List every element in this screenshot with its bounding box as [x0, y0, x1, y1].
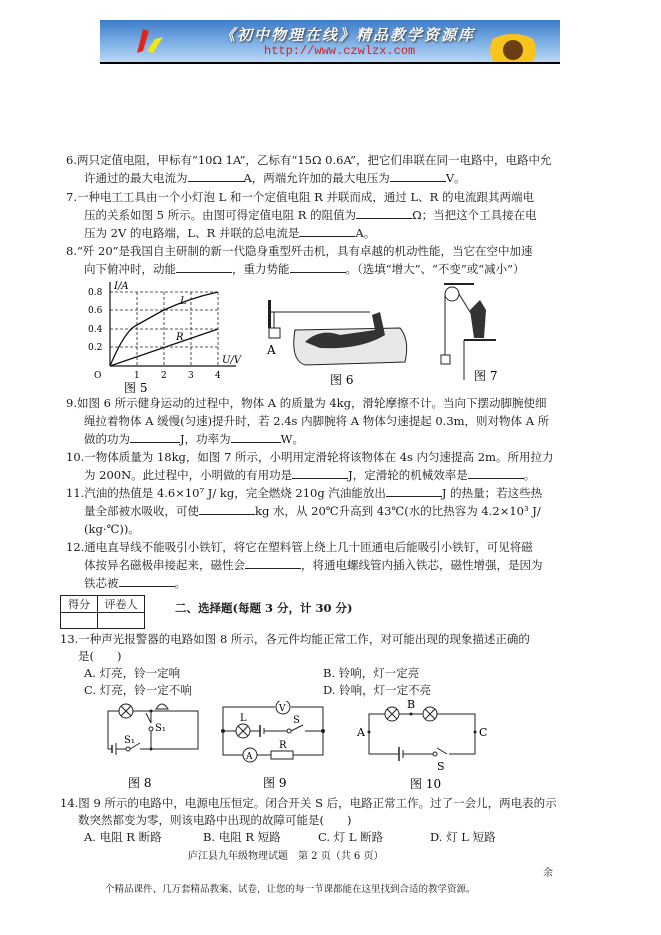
q9-text: 做的功为 — [84, 432, 130, 446]
q9-text: W。 — [280, 432, 304, 446]
weight-label: A — [267, 343, 276, 357]
figure-caption: 图 5 — [124, 381, 148, 395]
score-table — [60, 595, 145, 629]
q13-option-b[interactable]: B. 铃响，灯一定亮 — [323, 666, 420, 680]
q11-text: 量全部被水吸收，可使 — [84, 504, 199, 518]
q11-line2 — [84, 503, 541, 519]
q12-text: 体按异名磁极串接起来，磁性会 — [84, 558, 245, 572]
ammeter-label: A — [246, 752, 253, 762]
x-axis-label: U/V — [222, 355, 242, 366]
q10-text: 为 200N。此过程中，小明做的有用功是 — [84, 468, 293, 482]
site-logo — [133, 25, 167, 55]
q8-line1: 8.“歼 20”是我国自主研制的新一代隐身重型歼击机，具有卓越的机动性能，当它在空中加速 — [66, 244, 533, 258]
q7-text: A。 — [355, 226, 376, 240]
advert-text: 个精品课件、几万套精品教案、试卷，让您的每一节课都能在这里找到合适的教学资源。 — [105, 884, 476, 895]
q11-blank-mass[interactable] — [199, 503, 255, 515]
resistor-icon — [271, 751, 293, 759]
figure-5-graph — [80, 280, 260, 395]
voltmeter-label: V — [279, 704, 286, 714]
q14-option-a[interactable]: A. 电阻 R 断路 — [84, 830, 162, 844]
figure-7-pulley — [440, 280, 510, 385]
lamp-label: L — [240, 713, 247, 724]
header-banner — [100, 20, 560, 62]
q7-line2 — [84, 207, 537, 223]
q6-line1: 6.两只定值电阻，甲标有“10Ω 1A”，乙标有“15Ω 0.6A”，把它们串联在同一电路中，电路中允 — [66, 153, 552, 167]
q12-blank-iron-core[interactable] — [119, 575, 175, 587]
figure-caption: 图 9 — [263, 776, 287, 790]
person — [470, 300, 486, 338]
q9-line2: 绳拉着物体 A 缓慢(匀速)提升时，若 2.4s 内脚腕将 A 物体匀速提起 0.3m，则对物体 A 所 — [84, 414, 550, 428]
q10-text: 。 — [523, 468, 536, 482]
q8-blank-kinetic[interactable] — [176, 261, 232, 273]
sunflower-image — [485, 34, 541, 62]
pulley — [445, 287, 459, 301]
q11-text: 11.汽油的热值是 4.6×10⁷ J/ kg，完全燃烧 210g 汽油能放出 — [66, 486, 386, 500]
q14-line2: 数突然都变为零，则该电路中出现的故障可能是( ) — [78, 813, 352, 827]
q6-line2 — [84, 170, 466, 186]
q7-line3 — [84, 225, 375, 241]
x-tick: 2 — [161, 371, 167, 381]
q9-text: J，功率为 — [180, 432, 231, 446]
q13-line2: 是( ) — [78, 649, 122, 663]
q7-blank-resistance[interactable] — [356, 207, 412, 219]
grader-header: 评卷人 — [98, 596, 145, 613]
q11-text: J 的热量；若这些热 — [441, 486, 543, 500]
q6-text: V。 — [445, 171, 466, 185]
q9-line1: 9.如图 6 所示健身运动的过程中，物体 A 的质量为 4kg，滑轮摩擦不计。当向下摆动脚腕使细 — [66, 396, 547, 410]
q10-blank-useful-work[interactable] — [292, 467, 348, 479]
origin-label: O — [94, 371, 102, 381]
figure-8-circuit — [88, 701, 208, 791]
q10-line1: 10.一物体质量为 18kg，如图 7 所示，小明用定滑轮将该物体在 4s 内匀速提高 2m。所用拉力 — [66, 450, 554, 464]
q13-line1: 13.一种声光报警器的电路如图 8 所示，各元件均能正常工作，对可能出现的现象描述正确的 — [60, 632, 530, 646]
q8-text: 。（选填“增大”、“不变”或“减小”） — [345, 262, 525, 276]
figure-caption: 图 6 — [330, 373, 354, 387]
figure-6-exercise — [260, 290, 410, 390]
q10-blank-efficiency[interactable] — [468, 467, 524, 479]
banner-title: 《初中物理在线》精品教学资源库 — [220, 26, 476, 44]
banner-divider — [100, 62, 560, 64]
q7-blank-current[interactable] — [299, 225, 355, 237]
q7-text: 压的关系如图 5 所示。由图可得定值电阻 R 的阻值为 — [84, 208, 357, 222]
figure-caption: 图 10 — [410, 777, 442, 791]
x-tick: 4 — [215, 371, 221, 381]
x-tick: 3 — [188, 371, 194, 381]
y-tick: 0.2 — [88, 343, 103, 353]
point-c-label: C — [479, 726, 488, 739]
switch-label: S₁ — [124, 735, 135, 746]
y-tick: 0.8 — [88, 288, 103, 298]
q14-option-d[interactable]: D. 灯 L 短路 — [430, 830, 496, 844]
q13-option-c[interactable]: C. 灯亮，铃一定不响 — [84, 683, 192, 697]
score-cell[interactable] — [61, 613, 98, 629]
q7-line1: 7.一种电工工具由一个小灯泡 L 和一个定值电阻 R 并联而成，通过 L、R 的电流跟其两端电 — [66, 190, 534, 204]
q12-line3 — [84, 575, 186, 591]
q12-line1: 12.通电直导线不能吸引小铁钉，将它在塑料管上绕上几十匝通电后能吸引小铁钉，可见将磁 — [66, 540, 533, 554]
point-b-label: B — [407, 698, 416, 711]
section-2-title: 二、选择题(每题 3 分，计 30 分) — [175, 601, 353, 615]
q8-text: ，重力势能 — [232, 262, 290, 276]
q8-line2 — [84, 261, 525, 277]
q12-text: ，将通电螺线管内插入铁芯，磁性增强，是因为 — [301, 558, 543, 572]
y-tick: 0.4 — [88, 325, 103, 335]
page-footer: 庐江县九年级物理试题 第 2 页（共 6 页） — [188, 851, 384, 862]
figure-caption: 图 8 — [128, 776, 152, 790]
q11-line1 — [66, 485, 542, 501]
q12-line2 — [84, 557, 543, 573]
q11-text: kg 水，从 20℃升高到 43℃(水的比热容为 4.2×10³ J/ — [255, 504, 541, 518]
q12-text: 铁芯被 — [84, 576, 119, 590]
q14-line1: 14.图 9 所示的电路中，电源电压恒定。闭合开关 S 后，电路正常工作。过了一会儿，两电表的示 — [60, 796, 557, 810]
resistor-label: R — [279, 740, 287, 751]
q6-text: 许通过的最大电流为 — [84, 171, 188, 185]
score-header: 得分 — [61, 596, 98, 613]
q14-option-b[interactable]: B. 电阻 R 短路 — [203, 830, 281, 844]
q7-text: 压为 2V 的电路端，L、R 并联的总电流是 — [84, 226, 300, 240]
q10-text: J，定滑轮的机械效率是 — [348, 468, 468, 482]
banner-url[interactable]: http://www.czwlzx.com — [264, 44, 416, 58]
x-tick: 1 — [134, 371, 140, 381]
weight-A — [269, 328, 280, 338]
q9-blank-work[interactable] — [130, 431, 180, 443]
q8-blank-potential[interactable] — [290, 261, 346, 273]
curve-R-label: R — [176, 332, 184, 343]
q12-text: 。 — [174, 576, 186, 590]
q11-blank-heat[interactable] — [386, 485, 442, 497]
switch-label: S₁ — [155, 723, 166, 734]
q8-text: 向下俯冲时，动能 — [84, 262, 176, 276]
curve-L-label: L — [180, 296, 187, 307]
point-a-label: A — [357, 726, 365, 739]
q10-line2 — [84, 467, 535, 483]
figure-caption: 图 7 — [474, 369, 498, 383]
y-tick: 0.6 — [88, 306, 103, 316]
figure-10-circuit — [355, 698, 495, 791]
q14-option-c[interactable]: C. 灯 L 断路 — [318, 830, 384, 844]
q9-blank-power[interactable] — [231, 431, 281, 443]
corner-mark: 余 — [543, 868, 553, 879]
y-axis-label: I/A — [114, 281, 129, 292]
q11-line3: (kg·℃))。 — [84, 522, 140, 536]
q6-text: A，两端允许加的最大电压为 — [243, 171, 390, 185]
q13-option-d[interactable]: D. 铃响，灯一定不亮 — [323, 683, 432, 697]
switch-label: S — [437, 760, 445, 773]
grader-cell[interactable] — [98, 613, 145, 629]
q6-blank-current[interactable] — [188, 170, 244, 182]
figure-9-circuit — [215, 701, 335, 791]
q12-blank-magnetism[interactable] — [245, 557, 301, 569]
q7-text: Ω；当把这个工具接在电 — [412, 208, 537, 222]
q9-line3 — [84, 431, 304, 447]
q6-blank-voltage[interactable] — [390, 170, 446, 182]
q13-option-a[interactable]: A. 灯亮，铃一定响 — [84, 666, 181, 680]
bell-icon — [156, 704, 168, 709]
switch-label: S — [293, 715, 300, 726]
